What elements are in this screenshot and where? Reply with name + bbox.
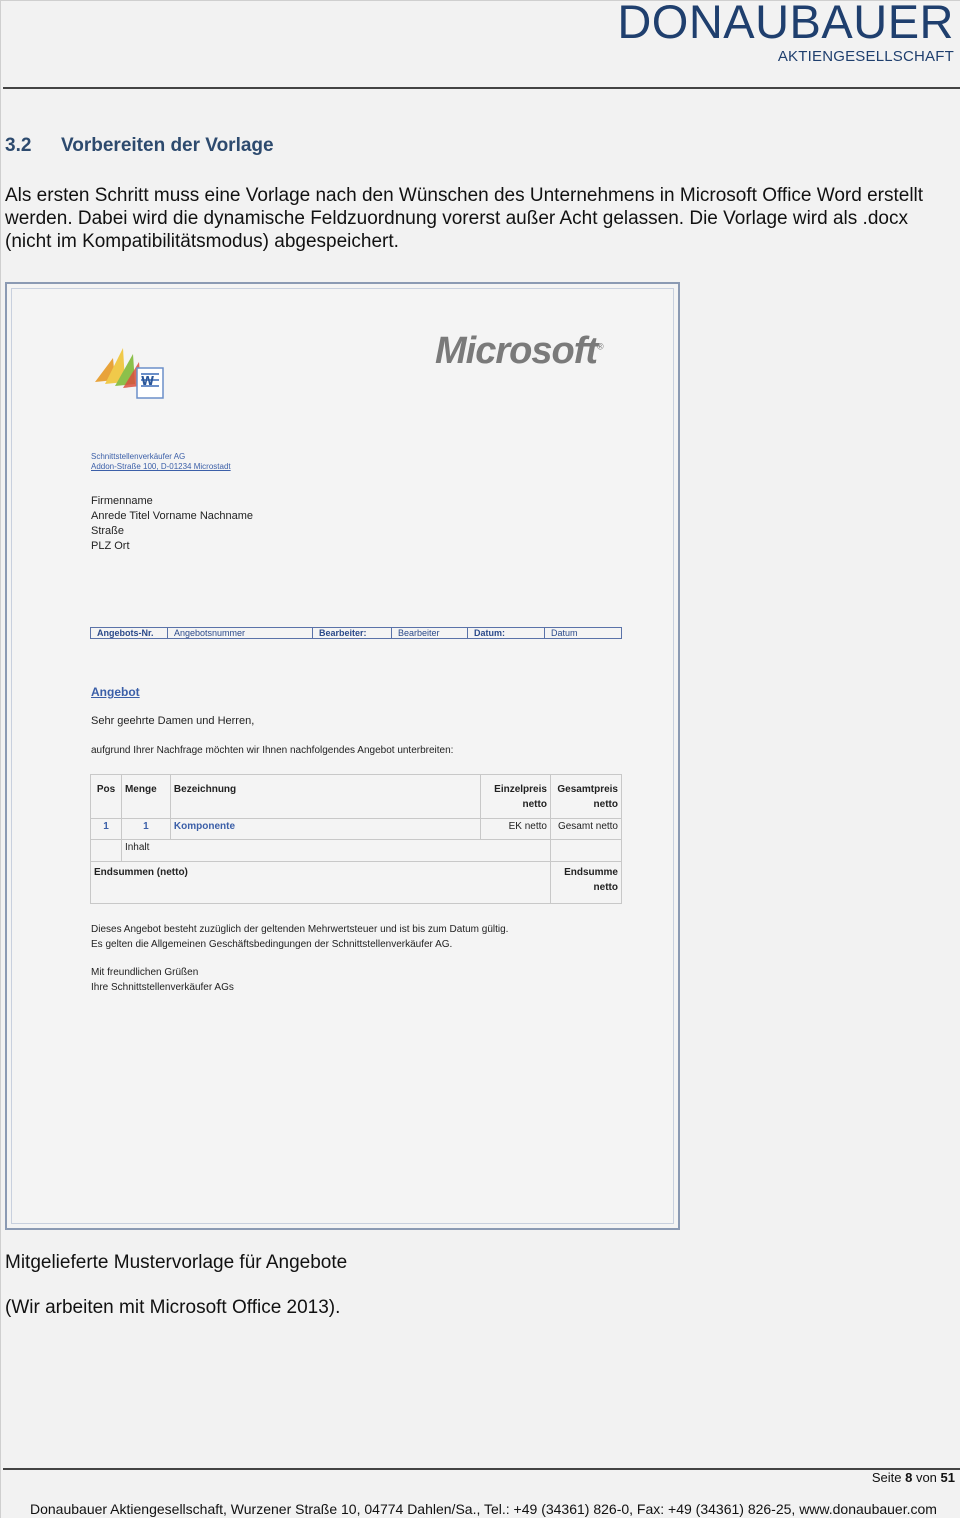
company-brand <box>617 0 954 65</box>
sender-name: Schnittstellenverkäufer AG <box>91 452 186 461</box>
section-intro: Als ersten Schritt muss eine Vorlage nach den Wünschen des Unternehmens in Microsoft Office Word erstellt werden. Dabei wird die dynamische Feldzuordnung vorerst außer Acht gelassen. Die Vorlage wird als .docx (nicht im Kompatibilitätsmodus) abgespeichert. <box>5 185 924 252</box>
row-desc: Komponente <box>170 819 480 840</box>
date-label: Datum: <box>468 628 545 638</box>
closing-signature: Ihre Schnittstellenverkäufer AGs <box>91 982 234 993</box>
template-screenshot <box>5 282 680 1230</box>
col-unit-price: Einzelpreis netto <box>481 775 551 819</box>
recipient-line: Firmenname <box>91 495 153 507</box>
offer-intro-line: aufgrund Ihrer Nachfrage möchten wir Ihnen nachfolgendes Angebot unterbreiten: <box>91 745 454 756</box>
header-divider <box>3 87 960 89</box>
sender-street: Addon-Straße 100, D-01234 Microstadt <box>91 462 231 471</box>
offer-title: Angebot <box>91 685 140 699</box>
page-number: Seite 8 von 51 <box>871 1470 955 1485</box>
col-total-price: Gesamtpreis netto <box>550 775 621 819</box>
microsoft-logo: Microsoft® <box>435 330 603 372</box>
editor-label: Bearbeiter: <box>313 628 392 638</box>
company-address: Donaubauer Aktiengesellschaft, Wurzener Straße 10, 04774 Dahlen/Sa., Tel.: +49 (34361) 826-0, Fax: +49 (34361) 826-25, www.donaubauer.com <box>30 1501 937 1517</box>
section-heading <box>5 135 274 157</box>
table-row-content <box>91 840 622 862</box>
recipient-line: PLZ Ort <box>91 540 130 552</box>
recipient-line: Anrede Titel Vorname Nachname <box>91 510 254 522</box>
row-qty: 1 <box>121 819 170 840</box>
sum-label: Endsummen (netto) <box>91 862 551 904</box>
closing <box>91 965 234 995</box>
col-qty: Menge <box>121 775 170 819</box>
closing-greeting: Mit freundlichen Grüßen <box>91 967 199 978</box>
col-desc: Bezeichnung <box>170 775 480 819</box>
footer-divider <box>3 1468 960 1470</box>
row-pos: 1 <box>91 819 122 840</box>
table-row <box>91 819 622 840</box>
section-title: Vorbereiten der Vorlage <box>61 135 274 156</box>
figure-note: (Wir arbeiten mit Microsoft Office 2013). <box>5 1297 341 1318</box>
office-word-logo-icon <box>93 340 169 404</box>
row-total-price: Gesamt netto <box>550 819 621 840</box>
offer-terms <box>91 922 508 952</box>
brand-name: DONAUBAUER <box>617 0 954 48</box>
editor-value: Bearbeiter <box>392 628 468 638</box>
terms-line: Es gelten die Allgemeinen Geschäftsbedingungen der Schnittstellenverkäufer AG. <box>91 939 453 950</box>
table-sum-row <box>91 862 622 904</box>
row-unit-price: EK netto <box>481 819 551 840</box>
terms-line: Dieses Angebot besteht zuzüglich der geltenden Mehrwertsteuer und ist bis zum Datum gültig. <box>91 924 509 935</box>
salutation: Sehr geehrte Damen und Herren, <box>91 715 255 727</box>
figure-caption: Mitgelieferte Mustervorlage für Angebote <box>5 1252 348 1273</box>
row-content: Inhalt <box>121 840 550 862</box>
date-value: Datum <box>551 628 578 638</box>
offer-no-value: Angebotsnummer <box>168 628 313 638</box>
brand-subtitle: AKTIENGESELLSCHAFT <box>777 48 954 65</box>
page-border <box>0 0 1 1518</box>
svg-text:W: W <box>141 374 155 388</box>
col-pos: Pos <box>91 775 122 819</box>
sender-address <box>91 452 231 472</box>
section-number: 3.2 <box>5 135 32 156</box>
sum-value: Endsumme netto <box>550 862 621 904</box>
offer-meta-bar <box>90 627 622 639</box>
offer-no-label: Angebots-Nr. <box>91 628 168 638</box>
recipient-address <box>91 494 253 554</box>
offer-items-table <box>90 774 622 904</box>
table-header-row <box>91 775 622 819</box>
recipient-line: Straße <box>91 525 125 537</box>
template-page <box>11 288 674 1224</box>
